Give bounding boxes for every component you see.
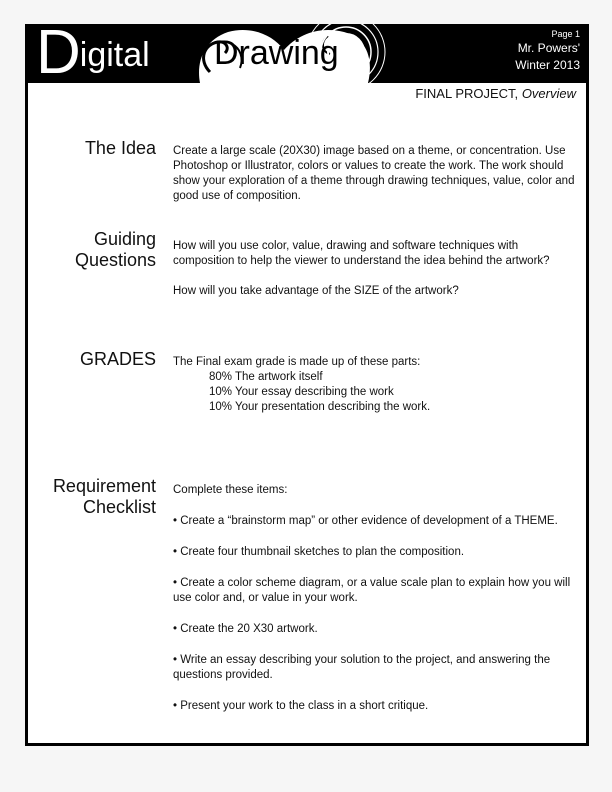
project-subtitle: Overview — [521, 86, 576, 101]
checklist-heading-line2: Checklist — [82, 497, 156, 517]
title-banner — [28, 24, 586, 83]
project-label: FINAL PROJECT, — [415, 86, 519, 101]
checklist-heading-line1: Requirement — [52, 476, 156, 496]
title-rest: igital — [79, 36, 150, 74]
grades-heading: GRADES — [79, 349, 156, 369]
title-digital — [36, 24, 150, 83]
title-drawing: Drawing — [214, 34, 339, 72]
checklist-intro: Complete these items: — [173, 484, 288, 496]
checklist-item: • Create a “brainstorm map” or other evidence of development of a THEME. — [173, 515, 558, 527]
guiding-question-1: How will you use color, value, drawing and software techniques with composition to help the viewer to understand the idea behind the artwork? — [173, 240, 550, 267]
idea-body — [173, 144, 581, 204]
project-heading — [415, 86, 576, 102]
banner-info — [515, 28, 580, 74]
checklist-item: • Create a color scheme diagram, or a value scale plan to explain how you will use color and, or value in your work. — [173, 577, 571, 604]
guiding-heading-line2: Questions — [74, 250, 156, 270]
grade-item: 10% Your presentation describing the work. — [209, 401, 431, 413]
term-label: Winter 2013 — [515, 58, 580, 72]
checklist-body — [173, 483, 581, 714]
guiding-question-2: How will you take advantage of the SIZE of the artwork? — [173, 285, 459, 297]
guiding-body — [173, 239, 581, 299]
idea-heading: The Idea — [84, 138, 156, 158]
guiding-heading — [75, 229, 156, 271]
grades-intro: The Final exam grade is made up of these parts: — [173, 356, 421, 368]
grades-body — [173, 355, 581, 415]
checklist-item: • Create the 20 X30 artwork. — [173, 623, 318, 635]
document-page — [25, 24, 589, 746]
checklist-heading — [53, 476, 156, 518]
guiding-heading-line1: Guiding — [93, 229, 156, 249]
grade-item: 80% The artwork itself — [209, 371, 323, 383]
teacher-name: Mr. Powers' — [517, 41, 580, 55]
idea-text: Create a large scale (20X30) image based on a theme, or concentration. Use Photoshop or Illustrator, colors or values to create the work. The work should show your exploration of a theme through drawing techniques, value, color and good use of composition. — [173, 145, 575, 202]
grade-item: 10% Your essay describing the work — [209, 386, 394, 398]
page-number: Page 1 — [551, 29, 580, 39]
checklist-item: • Present your work to the class in a short critique. — [173, 700, 429, 712]
title-first-letter: D — [36, 24, 81, 83]
checklist-item: • Write an essay describing your solution to the project, and answering the questions provided. — [173, 654, 551, 681]
checklist-item: • Create four thumbnail sketches to plan the composition. — [173, 546, 465, 558]
